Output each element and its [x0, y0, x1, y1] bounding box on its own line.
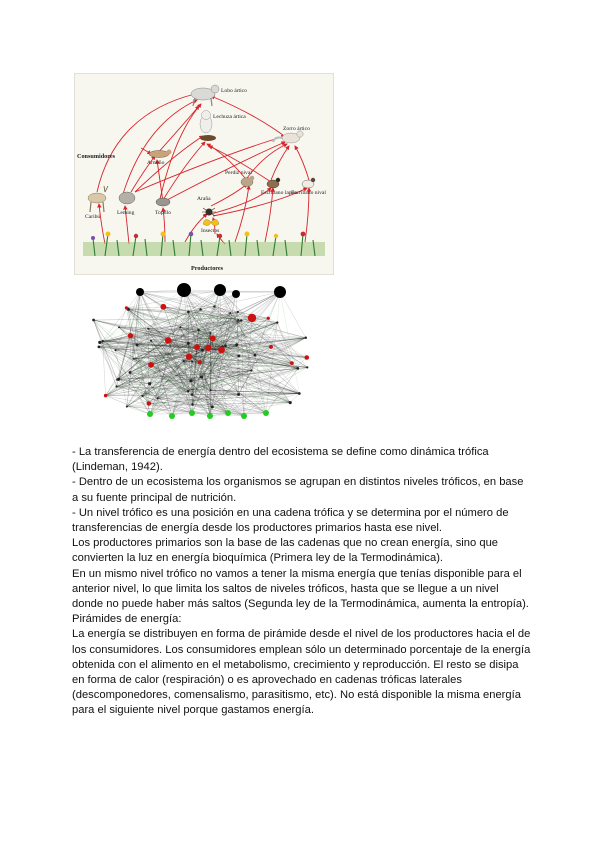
network-node: [201, 349, 204, 352]
label-stoat: Armiño: [147, 160, 165, 166]
network-node: [235, 343, 238, 346]
network-edge: [94, 320, 134, 359]
network-node: [214, 284, 226, 296]
network-node: [160, 304, 166, 310]
stoat-icon: [149, 150, 172, 158]
network-node: [179, 326, 181, 328]
network-node: [147, 401, 151, 405]
food-web-illustration: [75, 74, 333, 274]
lapland-bunting-icon: [267, 178, 280, 188]
network-node: [207, 413, 213, 419]
network-graph: [84, 282, 320, 434]
network-node: [98, 346, 101, 349]
network-edge: [127, 396, 143, 407]
network-node: [209, 332, 211, 334]
network-node: [274, 286, 286, 298]
network-node: [126, 405, 128, 407]
network-edge: [119, 308, 126, 327]
food-web-figure: [74, 73, 334, 275]
network-node: [102, 340, 104, 342]
paragraph-piramides: La energía se distribuyen en forma de pirámide desde el nivel de los productores hacia el de los consumidores. Los consumidores emplean sólo un determinado porcentaje de la energía obtenida con el alimento en el metabolismo, crecimiento y reproducción. El resto se disipa en forma de calor (respiración) o es aprovechado en cadenas tróficas laterales (descomponedores, comensalismo, parasitismo, etc). No está disponible la misma energía para el siguiente nivel porque gastamos energía.: [72, 628, 531, 717]
network-node: [254, 354, 257, 357]
network-node: [250, 369, 252, 371]
network-edge: [94, 320, 103, 341]
label-producers: Productores: [191, 265, 224, 272]
network-node: [263, 410, 269, 416]
network-edge: [290, 393, 299, 402]
network-node: [218, 346, 225, 353]
label-lemming: Leming: [117, 210, 135, 216]
network-node: [182, 360, 184, 362]
lemming-icon: [119, 192, 135, 204]
paragraph-dinamica-trofica: - La transferencia de energía dentro del ecosistema se define como dinámica trófica (Lindeman, 1942).: [72, 446, 489, 474]
network-node: [150, 340, 152, 342]
label-snow-bunting: Escribano nival: [291, 190, 326, 196]
network-node: [289, 401, 292, 404]
body-text: [72, 445, 532, 719]
network-edge: [184, 290, 280, 292]
caribou-icon: [88, 186, 108, 212]
paragraph-entropia: En un mismo nivel trófico no vamos a tener la misma energía que tenías disponible para el anterior nivel, lo que limita los saltos de niveles tróficos, hasta que se llegue a un nivel donde no puede haber más saltos (Segunda ley de la Termodinámica, aumenta la entropía).: [72, 567, 529, 611]
network-node: [169, 413, 175, 419]
network-node: [187, 342, 190, 345]
network-node: [224, 344, 227, 347]
network-node: [147, 411, 153, 417]
network-node: [304, 355, 309, 360]
network-node: [187, 311, 190, 314]
network-edge: [103, 323, 278, 341]
network-node: [238, 355, 241, 358]
network-node: [213, 305, 215, 307]
network-node: [209, 389, 211, 391]
network-node: [128, 333, 133, 338]
label-insects: Insectos: [201, 228, 220, 234]
network-node: [205, 345, 211, 351]
network-node: [177, 283, 191, 297]
paragraph-nivel-trofico: - Un nivel trófico es una posición en una cadena trófica y se determina por el número de transferencias de energía desde los productores primarios hasta ese nivel.: [72, 506, 509, 535]
network-edge: [94, 320, 117, 386]
network-edge: [280, 292, 299, 393]
network-node: [165, 337, 172, 344]
label-consumers: Consumidores: [77, 153, 116, 160]
network-node: [191, 403, 193, 405]
paragraph-productores: Los productores primarios son la base de las cadenas que no crean energía, sino que convierten la luz en energía bioquímica (Primera ley de la Termodinámica).: [72, 537, 499, 565]
insects-icon: [203, 219, 219, 225]
network-node: [276, 321, 278, 323]
network-node: [305, 337, 307, 339]
network-node: [133, 358, 135, 360]
network-node: [197, 329, 200, 332]
network-edge: [106, 380, 117, 396]
network-node: [229, 312, 231, 314]
network-node: [147, 328, 149, 330]
label-lapland-bunting: Escribano lapón: [261, 190, 298, 196]
network-node: [125, 306, 128, 309]
network-node: [148, 362, 154, 368]
network-node: [136, 288, 144, 296]
network-node: [191, 393, 193, 395]
label-vole: Topillo: [155, 210, 172, 216]
network-edge: [239, 394, 291, 402]
network-node: [156, 397, 158, 399]
network-node: [118, 326, 120, 328]
network-node: [232, 290, 240, 298]
network-edge: [188, 318, 252, 391]
network-node: [194, 344, 200, 350]
network-node: [306, 366, 308, 368]
network-edge: [251, 370, 290, 402]
network-edge: [280, 292, 306, 338]
network-node: [298, 392, 301, 395]
ptarmigan-icon: [241, 176, 254, 187]
label-spider: Araña: [197, 196, 211, 202]
network-node: [117, 378, 120, 381]
paragraph-niveles-troficos: - Dentro de un ecosistema los organismos se agrupan en distintos niveles tróficos, en base a su fuente principal de nutrición.: [72, 476, 524, 504]
network-node: [189, 410, 195, 416]
network-node: [269, 345, 273, 349]
network-node: [191, 361, 193, 363]
network-node: [98, 341, 101, 344]
network-node: [189, 379, 192, 382]
network-node: [296, 367, 299, 370]
network-node: [141, 395, 143, 397]
wolf-icon: [191, 85, 219, 106]
network-node: [148, 382, 151, 385]
heading-piramides: Pirámides de energía:: [72, 613, 182, 626]
network-node: [237, 311, 239, 313]
label-owl: Lechuza ártica: [213, 114, 246, 120]
network-node: [104, 394, 107, 397]
network-node: [267, 317, 270, 320]
label-ptarmigan: Perdiz nival: [225, 170, 252, 176]
network-node: [199, 308, 201, 310]
network-node: [115, 385, 117, 387]
network-edge: [244, 358, 307, 416]
network-node: [248, 314, 256, 322]
network-edge: [99, 347, 117, 380]
network-node: [240, 319, 242, 321]
network-node: [198, 360, 202, 364]
network-node: [290, 361, 294, 365]
network-node: [115, 349, 117, 351]
network-node: [237, 393, 240, 396]
network-node: [241, 413, 247, 419]
label-caribou: Caribú: [85, 214, 101, 220]
network-node: [211, 405, 214, 408]
spider-icon: [202, 208, 216, 216]
network-node: [136, 344, 139, 347]
plants-row: [83, 232, 325, 257]
network-edge: [126, 308, 268, 318]
network-node: [200, 376, 203, 379]
network-figure: [84, 282, 320, 434]
label-wolf: Lobo ártico: [221, 88, 247, 94]
network-node: [187, 390, 189, 392]
network-edge: [130, 336, 131, 373]
network-edge: [268, 318, 292, 363]
network-node: [186, 353, 192, 359]
network-node: [225, 410, 231, 416]
fox-icon: [273, 131, 303, 143]
network-node: [237, 319, 239, 321]
network-node: [92, 319, 95, 322]
label-fox: Zorro ártico: [283, 126, 310, 132]
network-node: [129, 371, 132, 374]
network-node: [210, 335, 216, 341]
vole-icon: [156, 198, 170, 206]
